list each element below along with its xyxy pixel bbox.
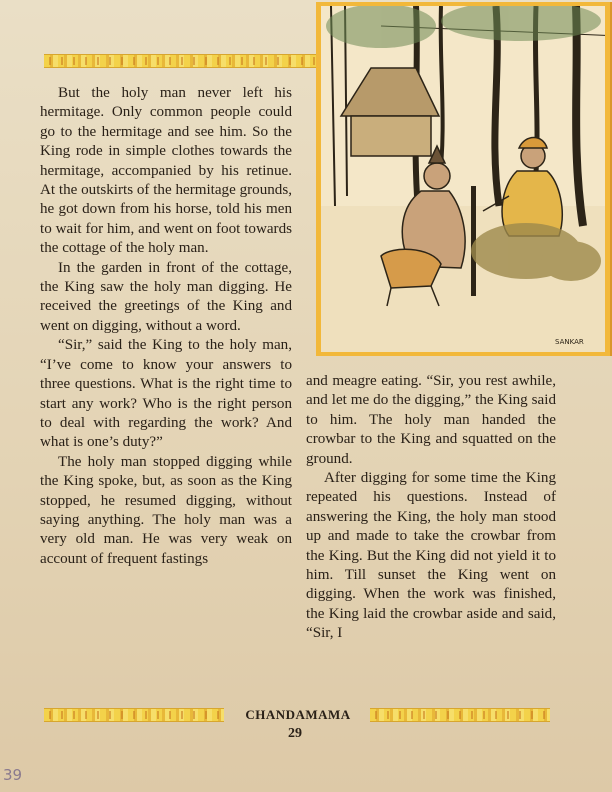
story-illustration bbox=[316, 2, 612, 356]
paragraph-4: The holy man stopped digging while the King spoke, but, as soon as the King stopped, he resumed digging, without saying anything. The holy man was a very old man. He was very weak on account of frequent fastings bbox=[40, 453, 292, 567]
footer-left-band bbox=[44, 708, 224, 722]
magazine-title: CHANDAMAMA bbox=[245, 707, 351, 722]
illustration-drawing bbox=[321, 6, 605, 352]
paragraph-5: and meagre eating. “Sir, you rest awhile, and let me do the digging,” the King said to him. The holy man handed the crowbar to the King and squatted on the ground. bbox=[306, 373, 556, 467]
paragraph-6: After digging for some time the King repeated his questions. Instead of answering the King, the holy man stood up and made to take the crowbar from the King. But the King did not yield it to him. Till sunset the King went on digging. When the work was finished, the King laid the crowbar aside and said, “Sir, I bbox=[306, 470, 556, 642]
right-column bbox=[306, 372, 556, 644]
top-decorative-band bbox=[44, 54, 316, 68]
paragraph-1: But the holy man never left his hermitage. Only common people could go to the hermitage and see him. So the King rode in simple clothes towards the hermitage, accompanied by his retinue. At the outskirts of the hermitage grounds, he got down from his horse, told his men to wait for him, and went on foot towards the cottage of the holy man. bbox=[40, 85, 292, 257]
handwritten-page-mark: 39 bbox=[3, 766, 23, 784]
footer-right-band bbox=[370, 708, 550, 722]
paragraph-3: “Sir,” said the King to the holy man, “I’ve come to know your answers to three questions. What is the right time to start any work? Who is the right person to deal with regarding the work? And what is one’s duty?” bbox=[40, 337, 292, 451]
illustration-signature: SANKAR bbox=[555, 338, 584, 346]
left-column bbox=[40, 84, 292, 569]
page-number: 29 bbox=[288, 726, 302, 741]
paragraph-2: In the garden in front of the cottage, the King saw the holy man digging. He received the greetings of the King and went on digging, without a word. bbox=[40, 259, 292, 334]
